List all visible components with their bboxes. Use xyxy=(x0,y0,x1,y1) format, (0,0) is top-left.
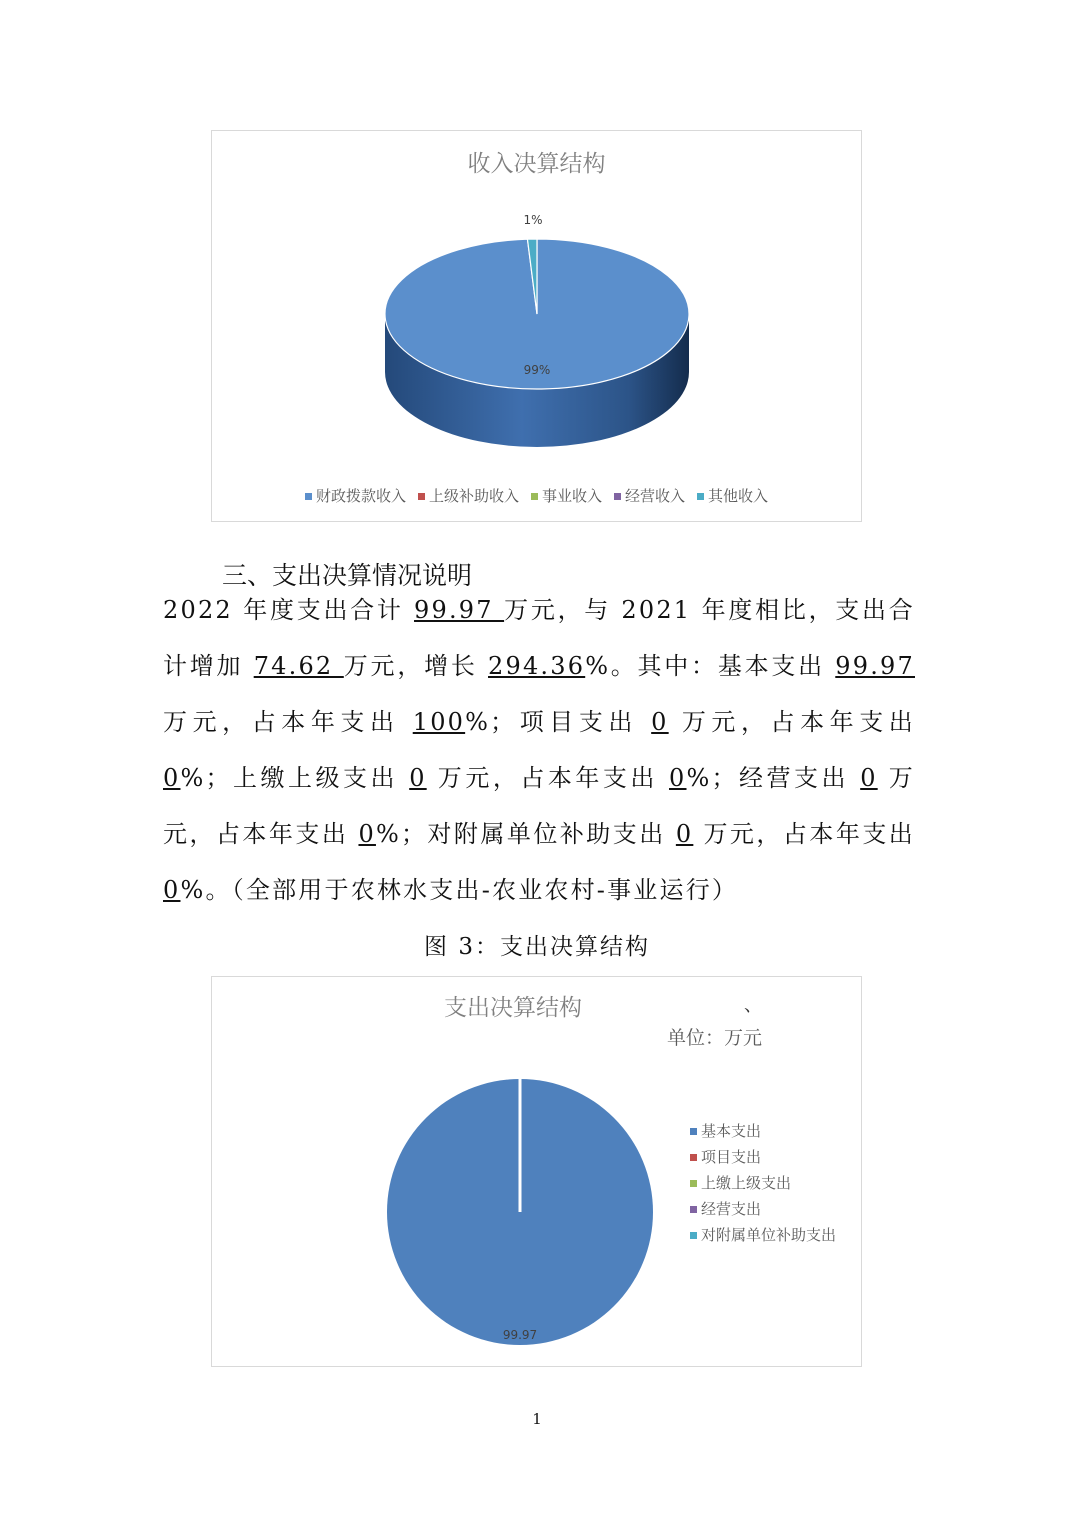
text-run: 2022 年度支出合计 xyxy=(163,596,415,624)
underlined-value: 99.97 xyxy=(414,596,505,624)
legend-label: 上缴上级支出 xyxy=(701,1174,792,1192)
text-run: 万元，占本年支出 xyxy=(693,820,915,848)
figure-caption: 图 3：支出决算结构 xyxy=(424,934,650,960)
data-label: 99% xyxy=(523,363,551,377)
legend-entry xyxy=(418,485,519,506)
legend-label: 经营支出 xyxy=(701,1200,762,1218)
underlined-value: 100 xyxy=(412,708,466,736)
legend-entry xyxy=(690,1121,836,1141)
text-run: %；上缴上级支出 xyxy=(180,764,410,792)
stray-mark: 、 xyxy=(744,995,762,1016)
legend-swatch xyxy=(690,1206,697,1213)
legend-label: 财政拨款收入 xyxy=(315,487,406,505)
legend-entry xyxy=(305,485,406,506)
legend-label: 基本支出 xyxy=(701,1122,762,1140)
expenditure-paragraph xyxy=(163,582,915,918)
legend-swatch xyxy=(697,493,704,500)
income-pie-plot xyxy=(212,131,863,523)
expenditure-structure-chart xyxy=(211,976,862,1367)
text-run: 万元，占本年支出 xyxy=(163,708,413,736)
underlined-value: 0 xyxy=(669,764,687,792)
legend-label: 其他收入 xyxy=(708,487,769,505)
section-heading: 三、支出决算情况说明 xyxy=(222,560,473,590)
chart-title: 收入决算结构 xyxy=(467,151,606,177)
text-run: %；项目支出 xyxy=(465,708,652,736)
legend-entry xyxy=(690,1199,836,1219)
data-label: 1% xyxy=(523,213,543,227)
legend-entry xyxy=(690,1147,836,1167)
legend-label: 经营收入 xyxy=(625,487,686,505)
income-structure-chart xyxy=(211,130,862,522)
legend-entry xyxy=(531,485,602,506)
chart-legend xyxy=(212,485,861,506)
underlined-value: 0 xyxy=(409,764,427,792)
chart-legend xyxy=(690,1121,836,1251)
text-run: 万元，增长 xyxy=(343,652,489,680)
text-run: 万元，与 2021 年度相比，支出合计增加 xyxy=(163,596,915,680)
underlined-value: 99.97 xyxy=(835,652,915,680)
legend-label: 事业收入 xyxy=(541,487,602,505)
legend-label: 对附属单位补助支出 xyxy=(701,1226,837,1244)
unit-label: 单位：万元 xyxy=(667,1027,763,1049)
text-run: %；经营支出 xyxy=(686,764,861,792)
underlined-value: 0 xyxy=(358,820,376,848)
legend-label: 上级补助收入 xyxy=(428,487,519,505)
legend-swatch xyxy=(690,1128,697,1135)
legend-entry xyxy=(614,485,685,506)
underlined-value: 74.62 xyxy=(253,652,344,680)
text-run: %。其中：基本支出 xyxy=(585,652,836,680)
underlined-value: 294.36 xyxy=(488,652,586,680)
legend-swatch xyxy=(531,493,538,500)
legend-swatch xyxy=(690,1180,697,1187)
underlined-value: 0 xyxy=(651,708,669,736)
text-run: 万元，占本年支出 xyxy=(668,708,915,736)
text-run: %；对附属单位补助支出 xyxy=(375,820,676,848)
underlined-value: 0 xyxy=(860,764,878,792)
legend-swatch xyxy=(305,493,312,500)
underlined-value: 0 xyxy=(675,820,694,848)
data-label: 99.97 xyxy=(502,1328,538,1342)
legend-swatch xyxy=(418,493,425,500)
text-run: 万元，占本年支出 xyxy=(426,764,670,792)
page-number: 1 xyxy=(532,1410,542,1428)
legend-entry xyxy=(690,1225,836,1245)
legend-entry xyxy=(697,485,768,506)
legend-swatch xyxy=(690,1154,697,1161)
legend-swatch xyxy=(614,493,621,500)
chart-title: 支出决算结构 xyxy=(444,995,582,1021)
text-run: %。（全部用于农林水支出-农业农村-事业运行） xyxy=(180,876,739,904)
text-run: 万元，占本年支出 xyxy=(163,764,916,848)
underlined-value: 0 xyxy=(163,764,181,792)
underlined-value: 0 xyxy=(163,876,181,904)
legend-swatch xyxy=(690,1232,697,1239)
legend-label: 项目支出 xyxy=(701,1148,762,1166)
legend-entry xyxy=(690,1173,836,1193)
